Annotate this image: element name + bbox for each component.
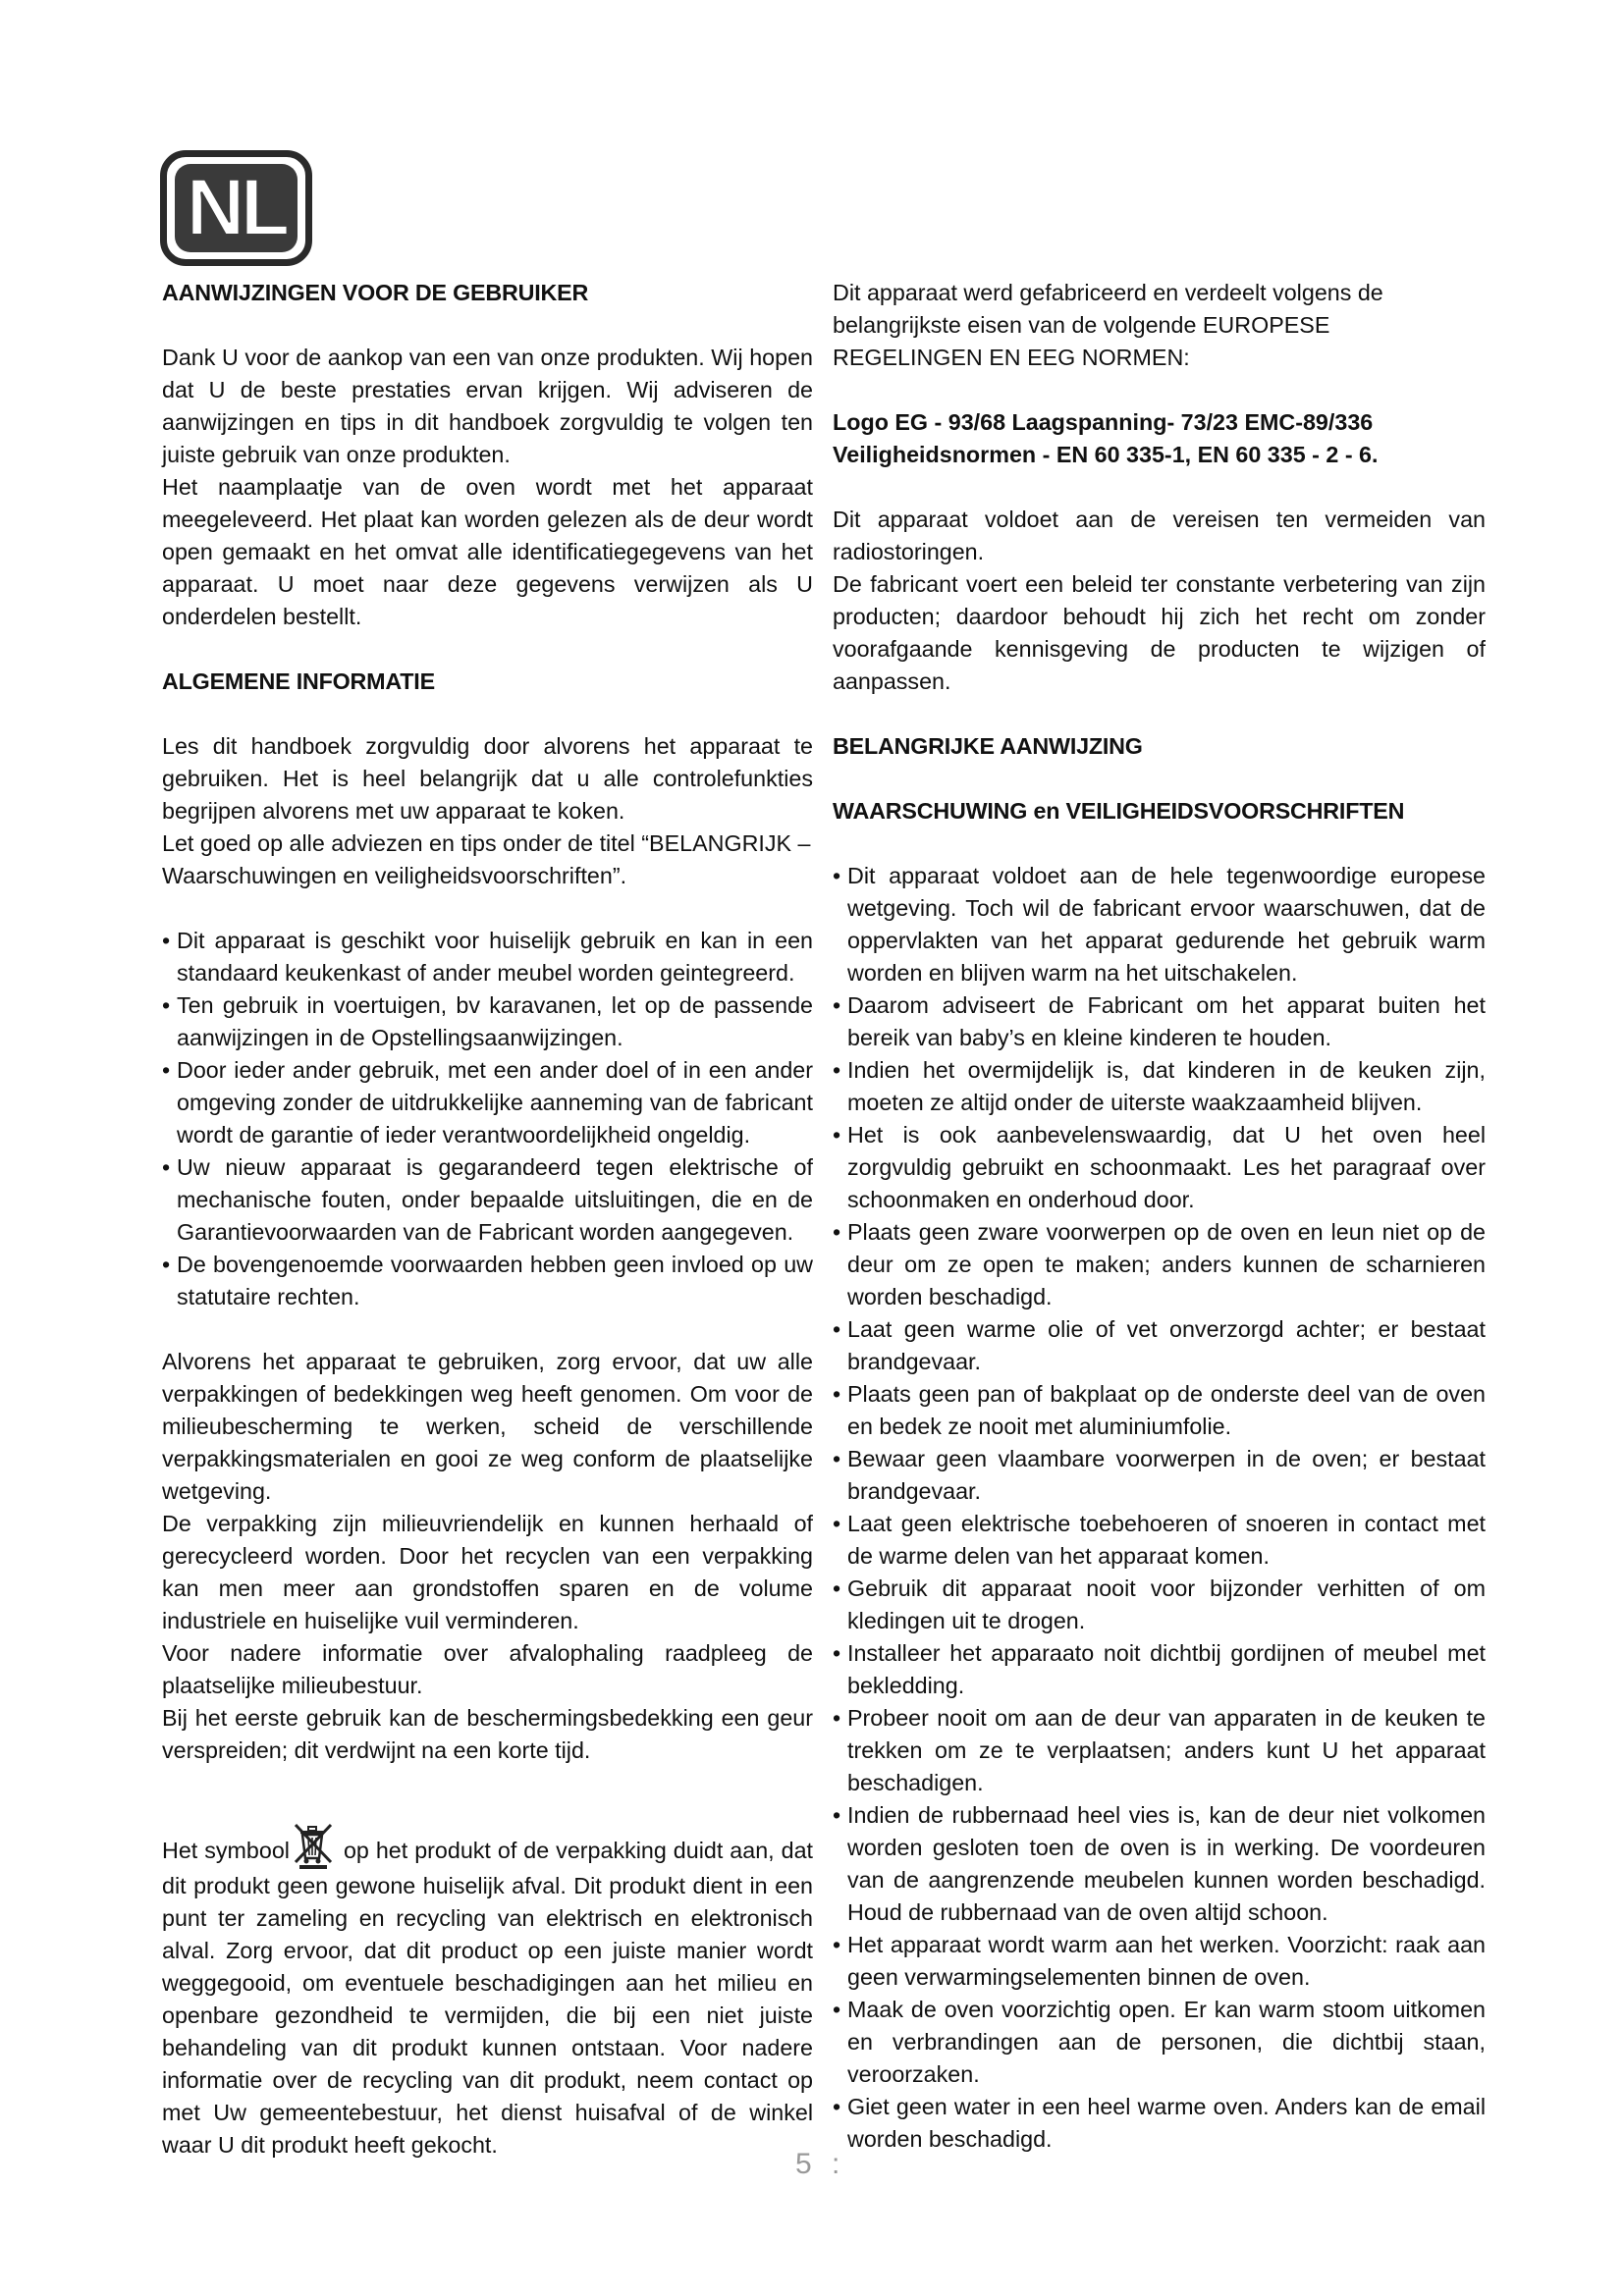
list-item: • Plaats geen pan of bakplaat op de onderste deel van de oven en bedek ze nooit met aluminiumfolie. bbox=[833, 1378, 1486, 1443]
heading-warning-safety: WAARSCHUWING en VEILIGHEIDSVOORSCHRIFTEN bbox=[833, 798, 1405, 824]
page-number: 5 : bbox=[795, 2148, 846, 2180]
list-item: • Laat geen warme olie of vet onverzorgd achter; er bestaat brandgevaar. bbox=[833, 1313, 1486, 1378]
list-item: • Uw nieuw apparaat is gegarandeerd tegen elektrische of mechanische fouten, onder bepaalde uitsluitingen, die en de Garantievoorwaarden van de Fabricant worden aangegeven. bbox=[162, 1151, 813, 1249]
list-item: • Giet geen water in een heel warme oven. Anders kan de email worden beschadigd. bbox=[833, 2091, 1486, 2156]
heading-user-instructions: AANWIJZINGEN VOOR DE GEBRUIKER bbox=[162, 280, 589, 305]
general-bullet-list bbox=[162, 925, 813, 1313]
norm-line-1: Logo EG - 93/68 Laagspanning- 73/23 EMC-89/336 bbox=[833, 409, 1374, 435]
paragraph-first-use: Bij het eerste gebruik kan de beschermingsbedekking een geur verspreiden; dit verdwijnt na een korte tijd. bbox=[162, 1705, 813, 1763]
list-item: • Daarom adviseert de Fabricant om het apparat buiten het bereik van baby’s en kleine kinderen te houden. bbox=[833, 989, 1486, 1054]
language-badge-text: NL bbox=[186, 163, 287, 252]
heading-general-information: ALGEMENE INFORMATIE bbox=[162, 668, 435, 694]
list-item: • Bewaar geen vlaambare voorwerpen in de oven; er bestaat brandgevaar. bbox=[833, 1443, 1486, 1508]
paragraph-norms: Dit apparaat werd gefabriceerd en verdeelt volgens de belangrijkste eisen van de volgende EUROPESE REGELINGEN EN EEG NORMEN: bbox=[833, 280, 1383, 370]
norm-line-2: Veiligheidsnormen - EN 60 335-1, EN 60 335 - 2 - 6. bbox=[833, 442, 1379, 467]
paragraph-waste-info: Voor nadere informatie over afvalophaling raadpleeg de plaatselijke milieubestuur. bbox=[162, 1640, 813, 1698]
list-item: • Laat geen elektrische toebehoeren of snoeren in contact met de warme delen van het apparaat komen. bbox=[833, 1508, 1486, 1573]
paragraph-recycling: De verpakking zijn milieuvriendelijk en kunnen herhaald of gerecycleerd worden. Door het recyclen van een verpakking kan men meer aan grondstoffen sparen en de volume industriele en huiselijke vuil verminderen. bbox=[162, 1511, 813, 1633]
list-item: • Gebruik dit apparaat nooit voor bijzonder verhitten of om kledingen uit te drogen. bbox=[833, 1573, 1486, 1637]
paragraph-attention: Let goed op alle adviezen en tips onder de titel “BELANGRIJK – Waarschuwingen en veiligheidsvoorschriften”. bbox=[162, 830, 811, 888]
list-item: • Indien de rubbernaad heel vies is, kan de deur niet volkomen worden gesloten toen de oven is in werking. De voordeuren van de aangrenzende meubelen kunnen worden beschadigd. Houd de rubbernaad van de oven altijd schoon. bbox=[833, 1799, 1486, 1929]
language-badge-nl bbox=[160, 150, 312, 266]
list-item: • Dit apparaat voldoet aan de hele tegenwoordige europese wetgeving. Toch wil de fabricant ervoor waarschuwen, dat de oppervlakten van het apparat gedurende het gebruik warm worden en blijven warm na het uitschakelen. bbox=[833, 860, 1486, 989]
list-item: • Het apparaat wordt warm aan het werken. Voorzicht: raak aan geen verwarmingselementen binnen de oven. bbox=[833, 1929, 1486, 1994]
weee-text-before: Het symbool bbox=[162, 1838, 290, 1863]
crossed-out-bin-icon bbox=[292, 1821, 335, 1870]
paragraph-radio-interference: Dit apparaat voldoet aan de vereisen ten vermeiden van radiostoringen. bbox=[833, 507, 1486, 564]
right-column bbox=[833, 277, 1486, 2156]
safety-bullet-list bbox=[833, 860, 1486, 2156]
list-item: • Probeer nooit om aan de deur van apparaten in de keuken te trekken om ze te verplaatsen; anders kunt U het apparaat beschadigen. bbox=[833, 1702, 1486, 1799]
list-item: • Indien het overmijdelijk is, dat kinderen in de keuken zijn, moeten ze altijd onder de uiterste waakzaamheid blijven. bbox=[833, 1054, 1486, 1119]
paragraph-read-manual: Les dit handboek zorgvuldig door alvorens het apparaat te gebruiken. Het is heel belangrijk dat u alle controlefunkties begrijpen alvorens met uw apparaat te koken. bbox=[162, 733, 813, 824]
paragraph-thanks: Dank U voor de aankop van een van onze produkten. Wij hopen dat U de beste prestaties ervan krijgen. Wij adviseren de aanwijzingen en tips in dit handboek zorgvuldig te volgen ten juiste gebruik van onze produkten. bbox=[162, 345, 813, 467]
list-item: • Maak de oven voorzichtig open. Er kan warm stoom uitkomen en verbrandingen aan de personen, die dichtbij staan, veroorzaken. bbox=[833, 1994, 1486, 2091]
list-item: • Het is ook aanbevelenswaardig, dat U het oven heel zorgvuldig gebruikt en schoonmaakt. Les het paragraaf over schoonmaken en onderhoud door. bbox=[833, 1119, 1486, 1216]
left-column bbox=[162, 277, 813, 2162]
list-item: • Door ieder ander gebruik, met een ander doel of in een ander omgeving zonder de uitdrukkelijke aanneming van de fabricant wordt de garantie of ieder verantwoordelijkheid ongeldig. bbox=[162, 1054, 813, 1151]
list-item: • Installeer het apparaato noit dichtbij gordijnen of meubel met bekledding. bbox=[833, 1637, 1486, 1702]
paragraph-nameplate: Het naamplaatje van de oven wordt met het apparaat meegeleveerd. Het plaat kan worden gelezen als de deur wordt open gemaakt en het omvat alle identificatiegegevens van het apparaat. U moet naar deze gegevens verwijzen als U onderdelen bestellt. bbox=[162, 474, 813, 629]
list-item: • De bovengenoemde voorwaarden hebben geen invloed op uw statutaire rechten. bbox=[162, 1249, 813, 1313]
paragraph-improvement-policy: De fabricant voert een beleid ter constante verbetering van zijn producten; daardoor behoudt hij zich het recht om zonder voorafgaande kennisgeving de producten te wijzigen of aanpassen. bbox=[833, 571, 1486, 694]
paragraph-packaging: Alvorens het apparaat te gebruiken, zorg ervoor, dat uw alle verpakkingen of bedekkingen weg heeft genomen. Om voor de milieubescherming te werken, scheid de verschillende verpakkingsmaterialen en gooi ze weg conform de plaatselijke wetgeving. bbox=[162, 1349, 813, 1504]
weee-text-after: op het produkt of de verpakking duidt aan, dat dit produkt geen gewone huiselijk afval. Dit produkt dient in een punt ter zameling en recycling van elektrisch en elektronisch alval. Zorg ervoor, dat dit product op een juiste manier wordt weggegooid, om eventuele beschadigingen aan het milieu en openbare gezondheid te vermijden, die bij een niet juiste behandeling van dit produkt kunnen ontstaan. Voor nadere informatie over de recycling van dit produkt, neem contact op met Uw gemeentebestuur, het dienst huisafval of de winkel waar U dit produkt heeft gekocht. bbox=[162, 1838, 813, 2158]
heading-important-notice: BELANGRIJKE AANWIJZING bbox=[833, 733, 1143, 759]
list-item: • Ten gebruik in voertuigen, bv karavanen, let op de passende aanwijzingen in de Opstellingsaanwijzingen. bbox=[162, 989, 813, 1054]
list-item: • Dit apparaat is geschikt voor huiselijk gebruik en kan in een standaard keukenkast of ander meubel worden geintegreerd. bbox=[162, 925, 813, 989]
paragraph-weee-symbol bbox=[162, 1821, 813, 2162]
list-item: • Plaats geen zware voorwerpen op de oven en leun niet op de deur om ze open te maken; anders kunnen de scharnieren worden beschadigd. bbox=[833, 1216, 1486, 1313]
